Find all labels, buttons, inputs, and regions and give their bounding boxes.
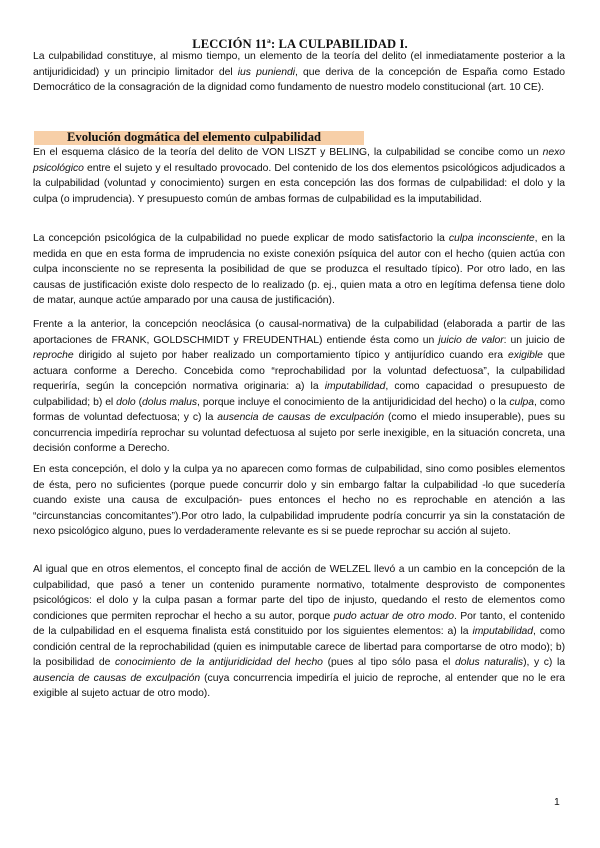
- italic-term: exigible: [507, 350, 543, 361]
- italic-term: conocimiento de la antijuridicidad del hecho: [114, 657, 323, 668]
- text-run: que actuara conforme a Derecho. Concebida como “reprochabilidad por la voluntad defectuosa”, la culpabilidad requeriría, según la concepción normativa originaria: a) la: [33, 350, 565, 392]
- section-heading: Evolución dogmática del elemento culpabilidad: [67, 130, 321, 144]
- page-number: 1: [554, 797, 560, 808]
- paragraph-neoclassical: [33, 317, 565, 457]
- italic-term: imputabilidad: [472, 626, 534, 637]
- lesson-title: LECCIÓN 11ª: LA CULPABILIDAD I.: [192, 37, 408, 51]
- italic-term: imputabilidad: [324, 381, 386, 392]
- italic-term: nexo psicológico: [33, 147, 565, 174]
- text-run: (: [135, 396, 143, 408]
- italic-term: reproche: [33, 350, 74, 361]
- text-run: , en la medida en que en esta forma de imprudencia no existe conexión psíquica del autor con el hecho (quien actúa con culpa inconsciente no se representa la posibilidad de que se produzca el resultado típico). Por otro lado, en las causas de justificación existe dolo respecto de lo realizado (p. ej., quien mata a otro en legítima defensa tiene dolo de matar, aunque actúe amparado por una causa de justificación).: [33, 233, 565, 306]
- italic-term: culpa inconsciente: [448, 233, 535, 244]
- paragraph-classic-scheme: [33, 145, 565, 207]
- italic-term: dolus malus: [142, 396, 198, 408]
- intro-paragraph: [33, 49, 565, 96]
- paragraph-psychological-critique: [33, 231, 565, 309]
- text-run: (pues al tipo sólo pasa el: [322, 657, 455, 668]
- text-run: (como el miedo insuperable), pues su concurrencia impediría reprochar su voluntad defectuosa al sujeto por serle inexigible, en la situación concreta, una decisión conforme a Derecho.: [33, 412, 566, 454]
- text-run: : un juicio de: [503, 334, 565, 346]
- text-run: La concepción psicológica de la culpabilidad no puede explicar de modo satisfactorio la: [33, 233, 449, 244]
- text-run: Frente a la anterior, la concepción neoclásica (o causal-normativa) de la culpabilidad (elaborada a partir de las aportaciones de FRANK, GOLDSCHMIDT y FREUDENTHAL) entiende ésta como un: [33, 319, 565, 346]
- italic-term: ausencia de causas de exculpación: [217, 412, 385, 423]
- text-run: (cuya concurrencia impediría el juicio de reproche, al entender que no le era exigible al sujeto actuar de otro modo).: [33, 672, 566, 699]
- text-run: , porque incluye el conocimiento de la antijuridicidad del hecho) o la: [197, 396, 510, 408]
- text-run: La culpabilidad constituye, al mismo tiempo, un elemento de la teoría del delito (el inmediatamente posterior a la antijuridicidad) y un principio limitador del: [33, 51, 565, 78]
- text-run: entre el sujeto y el resultado provocado. Del contenido de los dos elementos psicológicos adjudicados a la culpabilidad (voluntad y conocimiento) surgen en esta concepción las dos formas de culpabilidad: el dolo y la culpa (o imprudencia). Y presupuesto común de ambas formas de culpabilidad es la imputabilidad.: [33, 162, 565, 205]
- italic-term: pudo actuar de otro modo: [333, 610, 454, 622]
- paragraph-dolo-culpa: [33, 462, 565, 540]
- text-run: ), y c) la: [523, 657, 565, 668]
- italic-term: dolo: [116, 396, 136, 408]
- text-run: , como condición central de la reprochabilidad (quien es inimputable carece de libertad para comportarse de otro modo); b) la posibilidad de: [33, 626, 565, 668]
- italic-term: dolus naturalis: [455, 657, 524, 668]
- italic-term: culpa: [509, 396, 534, 408]
- text-run: , como capacidad o presupuesto de culpabilidad; b) el: [33, 381, 565, 408]
- text-run: . Por tanto, el contenido de la culpabilidad en el esquema finalista está constituido por los siguientes elementos: a) la: [33, 610, 565, 637]
- italic-term: juicio de valor: [438, 334, 504, 346]
- text-run: , que deriva de la concepción de España como Estado Democrático de la consagración de la dignidad como fundamento de nuestro modelo constitucional (art. 10 CE).: [33, 66, 565, 93]
- text-run: , como formas de voluntad defectuosa; y c) la: [33, 396, 565, 423]
- text-run: dirigido al sujeto por haber realizado un comportamiento típico y antijurídico cuando era: [73, 350, 508, 361]
- text-run: Al igual que en otros elementos, el concepto final de acción de WELZEL llevó a un cambio en la concepción de la culpabilidad, que pasó a tener un contenido puramente normativo, totalmente desprovisto de componentes psicológicos: el dolo y la culpa pasan a formar parte del tipo de injusto, quedando el resto de elementos como condiciones que permiten reprochar el hecho a su autor, porque: [33, 564, 565, 622]
- paragraph-welzel-finalism: [33, 562, 565, 702]
- italic-term: ausencia de causas de exculpación: [33, 672, 201, 684]
- text-run: En el esquema clásico de la teoría del delito de VON LISZT y BELING, la culpabilidad se concibe como un: [33, 147, 543, 158]
- text-run: En esta concepción, el dolo y la culpa ya no aparecen como formas de culpabilidad, sino como posibles elementos de ésta, pero no suficientes (porque puede concurrir dolo y sin embargo faltar la culpabilidad -lo que sucedería cuando existe una causa de exculpación- pues entonces el hecho no es reprochable en atención a las “circunstancias concomitantes”).Por otro lado, la culpabilidad imprudente podría concurrir ya sin la constatación de nexo psicológico alguno, pues lo verdaderamente relevante es si se puede reprochar su acción al sujeto.: [33, 464, 565, 537]
- italic-term: ius puniendi: [237, 66, 296, 78]
